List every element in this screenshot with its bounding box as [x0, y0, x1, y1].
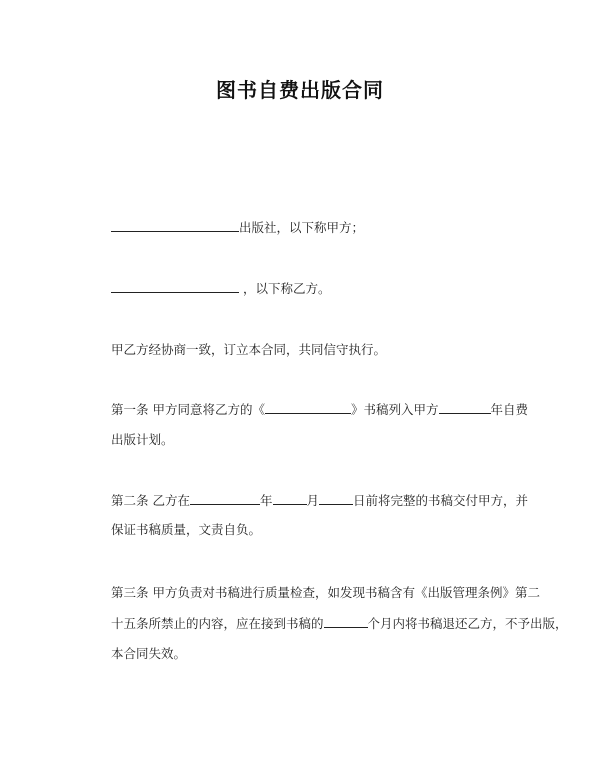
text: 日前将完整的书稿交付甲方，并 — [353, 493, 529, 508]
blank-publisher[interactable] — [111, 219, 239, 232]
party-b-text: ，以下称乙方。 — [239, 281, 331, 296]
blank-book-title[interactable] — [265, 401, 351, 414]
blank-author[interactable] — [111, 280, 239, 293]
article2-line2: 保证书稿质量，文责自负。 — [111, 522, 262, 537]
preamble: 甲乙方经协商一致，订立本合同，共同信守执行。 — [111, 342, 387, 357]
text: 第一条 甲方同意将乙方的《 — [111, 402, 265, 417]
blank-year[interactable] — [439, 401, 491, 414]
text: 年自费 — [490, 402, 529, 417]
party-a-text: 出版社，以下称甲方； — [239, 220, 365, 235]
text: 个月内将书稿退还乙方，不予出版， — [367, 616, 568, 631]
text: 第二条 乙方在 — [111, 493, 190, 508]
blank-month[interactable] — [273, 492, 307, 505]
text: 》书稿列入甲方 — [350, 402, 439, 417]
article1-line1 — [111, 401, 528, 418]
blank-months[interactable] — [324, 615, 368, 628]
article3-line2 — [111, 615, 568, 632]
article3-line3: 本合同失效。 — [111, 646, 187, 661]
document-title: 图书自费出版合同 — [216, 78, 384, 102]
blank-year[interactable] — [190, 492, 260, 505]
article2-line1 — [111, 492, 528, 509]
party-a-line — [111, 219, 364, 236]
blank-day[interactable] — [319, 492, 353, 505]
article1-line2: 出版计划。 — [111, 432, 174, 447]
text: 十五条所禁止的内容，应在接到书稿的 — [111, 616, 324, 631]
text: 月 — [306, 493, 320, 508]
party-b-line — [111, 280, 330, 297]
article3-line1: 第三条 甲方负责对书稿进行质量检查，如发现书稿含有《出版管理条例》第二 — [111, 585, 540, 600]
text: 年 — [259, 493, 273, 508]
